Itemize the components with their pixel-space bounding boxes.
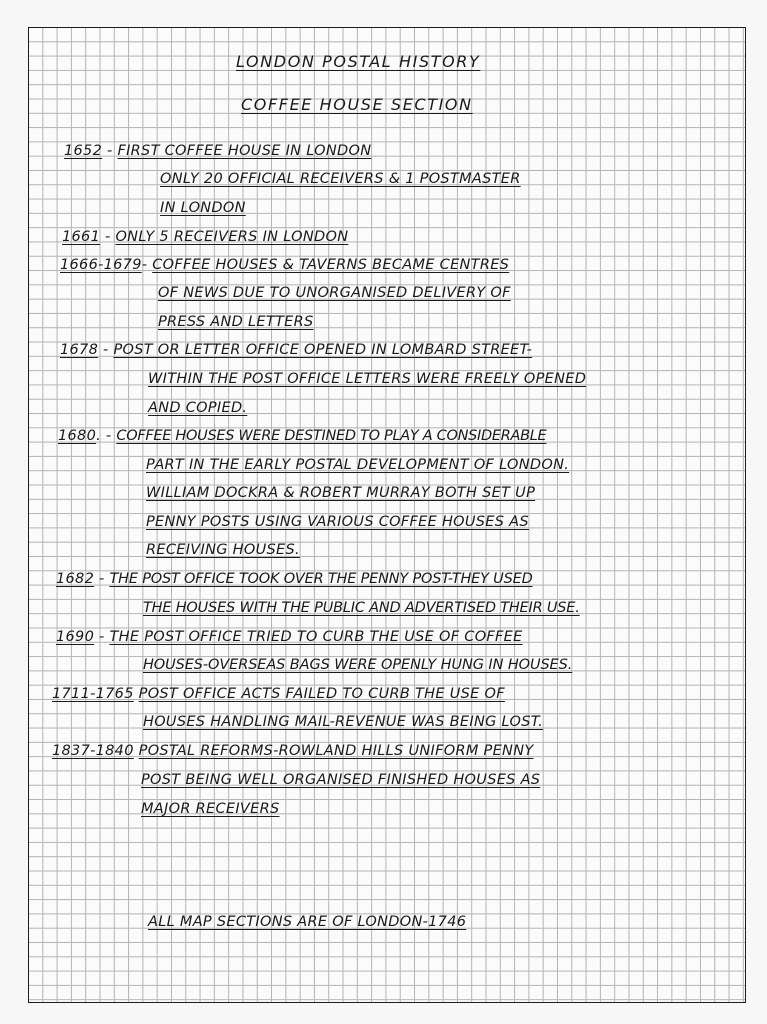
entry-line: THE HOUSES WITH THE PUBLIC AND ADVERTISED THEIR USE.	[143, 600, 580, 616]
entry-year: 1690	[56, 629, 95, 645]
entry-line: POSTAL REFORMS-ROWLAND HILLS UNIFORM PENNY	[138, 743, 534, 759]
entry-line: PENNY POSTS USING VARIOUS COFFEE HOUSES AS	[146, 514, 529, 530]
entry-line: WILLIAM DOCKRA & ROBERT MURRAY BOTH SET UP	[146, 485, 536, 501]
entry-line: THE POST OFFICE TOOK OVER THE PENNY POST-THEY USED	[109, 571, 533, 587]
timeline-entry-1666-1679	[60, 256, 509, 274]
timeline-entry-1711-1765	[52, 685, 505, 703]
timeline-entry-1652	[64, 142, 371, 160]
entry-line: POST BEING WELL ORGANISED FINISHED HOUSES AS	[141, 772, 541, 788]
timeline-entry-1661	[62, 228, 348, 246]
map-sections-note: ALL MAP SECTIONS ARE OF LONDON-1746	[148, 914, 467, 930]
entry-line: THE POST OFFICE TRIED TO CURB THE USE OF COFFEE	[109, 629, 523, 645]
entry-line: POST OR LETTER OFFICE OPENED IN LOMBARD STREET-	[113, 342, 533, 358]
entry-line: ONLY 5 RECEIVERS IN LONDON	[115, 229, 349, 245]
entry-line: MAJOR RECEIVERS	[141, 801, 280, 817]
entry-line: OF NEWS DUE TO UNORGANISED DELIVERY OF	[158, 285, 511, 301]
document-title: LONDON POSTAL HISTORY	[236, 52, 481, 71]
timeline-entry-1837-1840	[52, 742, 534, 760]
timeline-entry-1682	[56, 570, 533, 588]
entry-line: IN LONDON	[160, 200, 246, 216]
entry-year: 1652	[64, 143, 103, 159]
entry-year: 1666-1679	[60, 257, 142, 273]
entry-separator: -	[94, 571, 110, 587]
timeline-entry-1690	[56, 628, 523, 646]
timeline-entry-1678	[60, 341, 532, 359]
entry-line: COFFEE HOUSES WERE DESTINED TO PLAY A CONSIDERABLE	[116, 428, 547, 444]
entry-line: POST OFFICE ACTS FAILED TO CURB THE USE OF	[138, 686, 505, 702]
entry-year: 1711-1765	[52, 686, 134, 702]
entry-year: 1680	[58, 428, 97, 444]
entry-line: COFFEE HOUSES & TAVERNS BECAME CENTRES	[152, 257, 510, 273]
document-subtitle: COFFEE HOUSE SECTION	[241, 95, 473, 114]
entry-line: PART IN THE EARLY POSTAL DEVELOPMENT OF LONDON.	[146, 457, 570, 473]
timeline-entry-1680	[58, 427, 546, 445]
entry-year: 1682	[56, 571, 95, 587]
entry-separator: -	[98, 342, 114, 358]
entry-line: PRESS AND LETTERS	[158, 314, 314, 330]
entry-separator: -	[100, 229, 116, 245]
entry-line: HOUSES-OVERSEAS BAGS WERE OPENLY HUNG IN HOUSES.	[143, 657, 573, 673]
entry-separator: -	[141, 257, 153, 273]
entry-line: ONLY 20 OFFICIAL RECEIVERS & 1 POSTMASTER	[160, 171, 521, 187]
entry-year: 1837-1840	[52, 743, 134, 759]
entry-year: 1661	[62, 229, 101, 245]
entry-year: 1678	[60, 342, 99, 358]
entry-separator: . -	[96, 428, 117, 444]
entry-separator: -	[102, 143, 118, 159]
entry-separator: -	[94, 629, 110, 645]
entry-line: FIRST COFFEE HOUSE IN LONDON	[117, 143, 372, 159]
entry-line: WITHIN THE POST OFFICE LETTERS WERE FREELY OPENED	[148, 371, 587, 387]
entry-line: RECEIVING HOUSES.	[146, 542, 300, 558]
entry-line: AND COPIED.	[148, 400, 248, 416]
entry-line: HOUSES HANDLING MAIL-REVENUE WAS BEING LOST.	[143, 714, 544, 730]
